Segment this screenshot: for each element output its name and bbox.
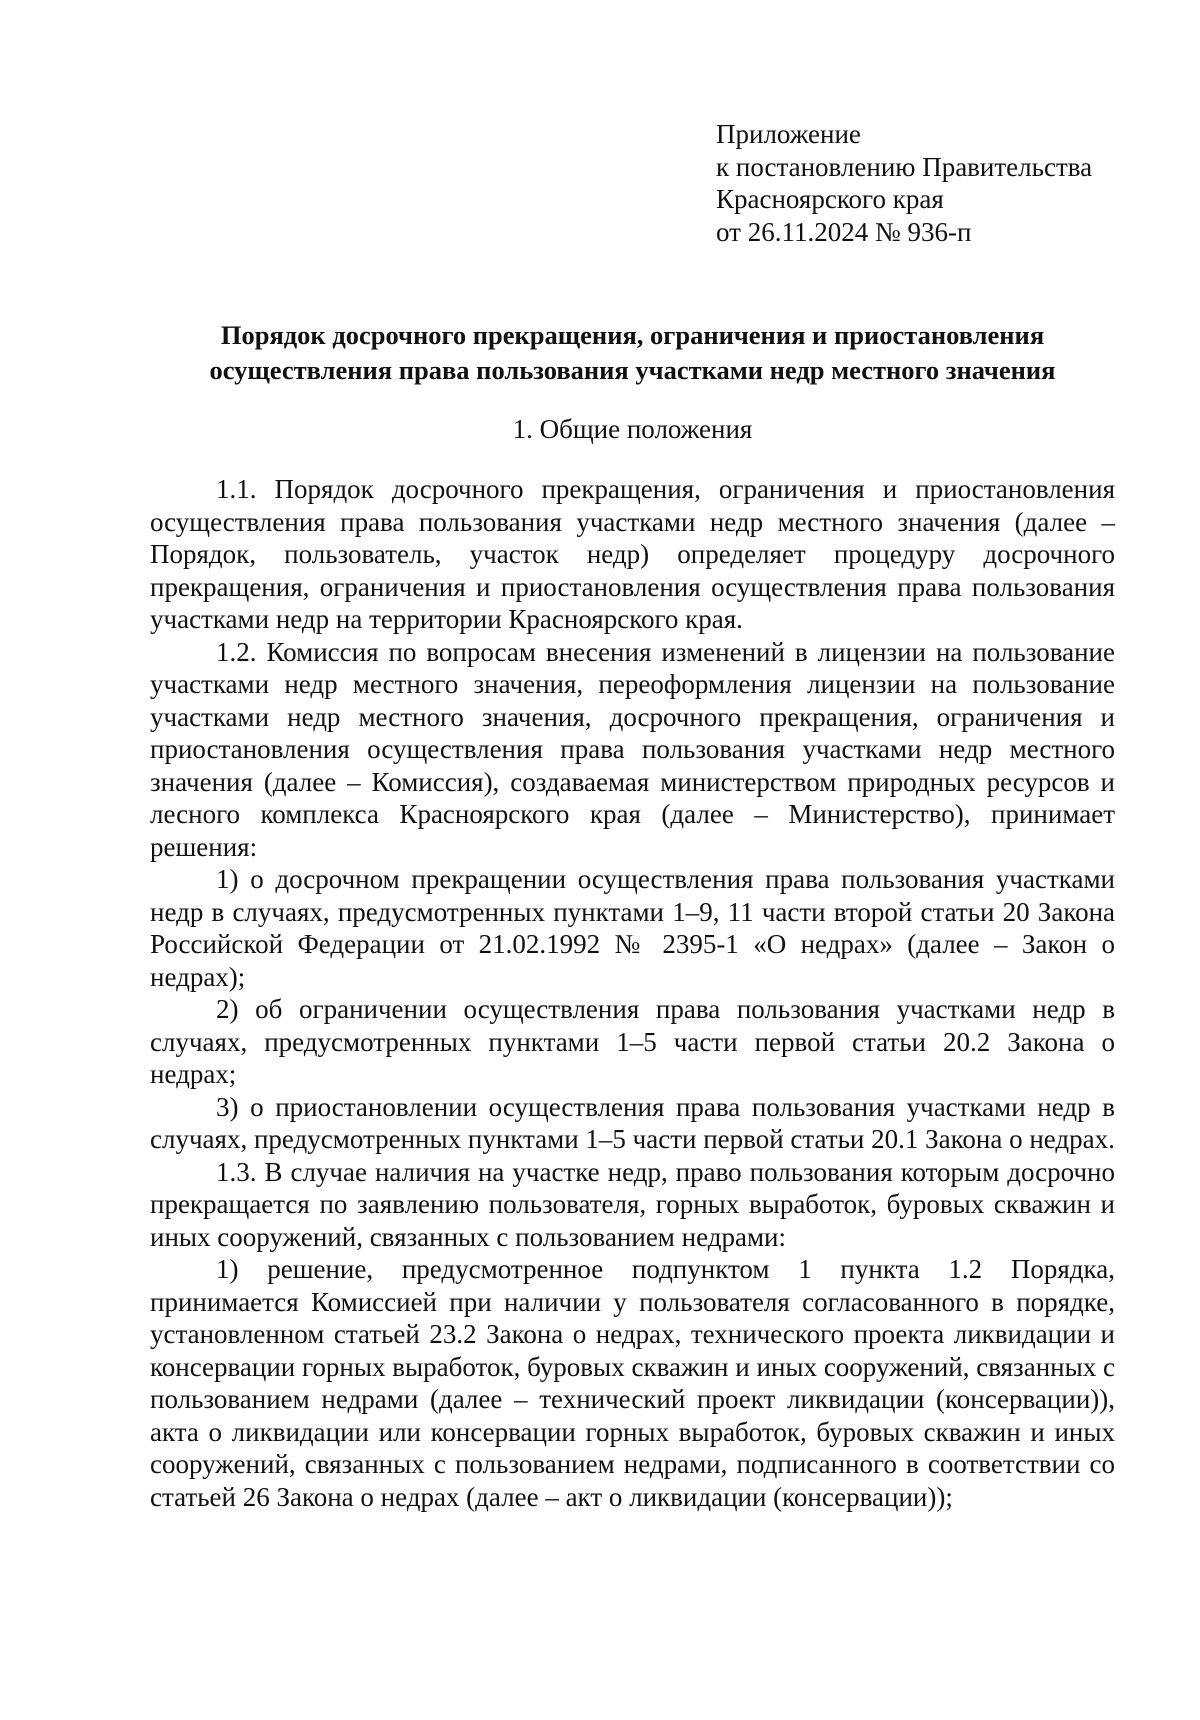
paragraph-1-3-item-1: 1) решение, предусмотренное подпунктом 1 пункта 1.2 Порядка, принимается Комиссией при наличии у пользователя согласованного в порядке, установленном статьей 23.2 Закона о недрах, технического проекта ликвидации и консервации горных выработок, буровых скважин и иных сооружений, связанных с пользованием недрами (далее – технический проект ликвидации (консервации)), акта о ликвидации или консервации горных выработок, буровых скважин и иных сооружений, связанных с пользованием недрами, подписанного в соответствии со статьей 26 Закона о недрах (далее – акт о ликвидации (консервации)); <box>150 1254 1115 1512</box>
paragraph-1-2-item-2: 2) об ограничении осуществления права пользования участками недр в случаях, предусмотренных пунктами 1–5 части первой статьи 20.2 Закона о недрах; <box>150 994 1115 1089</box>
document-body <box>150 473 1115 1513</box>
appendix-line-4: от 26.11.2024 № 936-п <box>716 216 972 247</box>
paragraph-1-3: 1.3. В случае наличия на участке недр, право пользования которым досрочно прекращается по заявлению пользователя, горных выработок, буровых скважин и иных сооружений, связанных с пользованием недрами: <box>150 1156 1115 1252</box>
document-title-line-2: осуществления права пользования участками недр местного значения <box>209 355 1056 385</box>
paragraph-1-2: 1.2. Комиссия по вопросам внесения изменений в лицензии на пользование участками недр местного значения, переоформления лицензии на пользование участками недр местного значения, досрочного прекращения, ограничения и приостановления осуществления права пользования участками недр местного значения (далее – Комиссия), создаваемая министерством природных ресурсов и лесного комплекса Красноярского края (далее – Министерство), принимает решения: <box>150 636 1115 862</box>
paragraph-1-2-item-3: 3) о приостановлении осуществления права пользования участками недр в случаях, предусмотренных пунктами 1–5 части первой статьи 20.1 Закона о недрах. <box>150 1091 1115 1154</box>
appendix-line-3: Красноярского края <box>716 184 944 214</box>
appendix-line-2: к постановлению Правительства <box>716 151 1093 182</box>
appendix-line-1: Приложение <box>716 119 861 149</box>
document-title-line-1: Порядок досрочного прекращения, ограничения и приостановления <box>220 320 1045 350</box>
paragraph-1-1: 1.1. Порядок досрочного прекращения, ограничения и приостановления осуществления права пользования участками недр местного значения (далее – Порядок, пользователь, участок недр) определяет процедуру досрочного прекращения, ограничения и приостановления осуществления права пользования участками недр на территории Красноярского края. <box>150 474 1115 634</box>
paragraph-1-2-item-1: 1) о досрочном прекращении осуществления права пользования участками недр в случаях, предусмотренных пунктами 1–9, 11 части второй статьи 20 Закона Российской Федерации от 21.02.1992 № 2395-1 «О недрах» (далее – Закон о недрах); <box>150 864 1115 992</box>
section-heading: 1. Общие положения <box>512 414 753 444</box>
appendix-block <box>716 118 1156 248</box>
document-title <box>150 318 1115 388</box>
